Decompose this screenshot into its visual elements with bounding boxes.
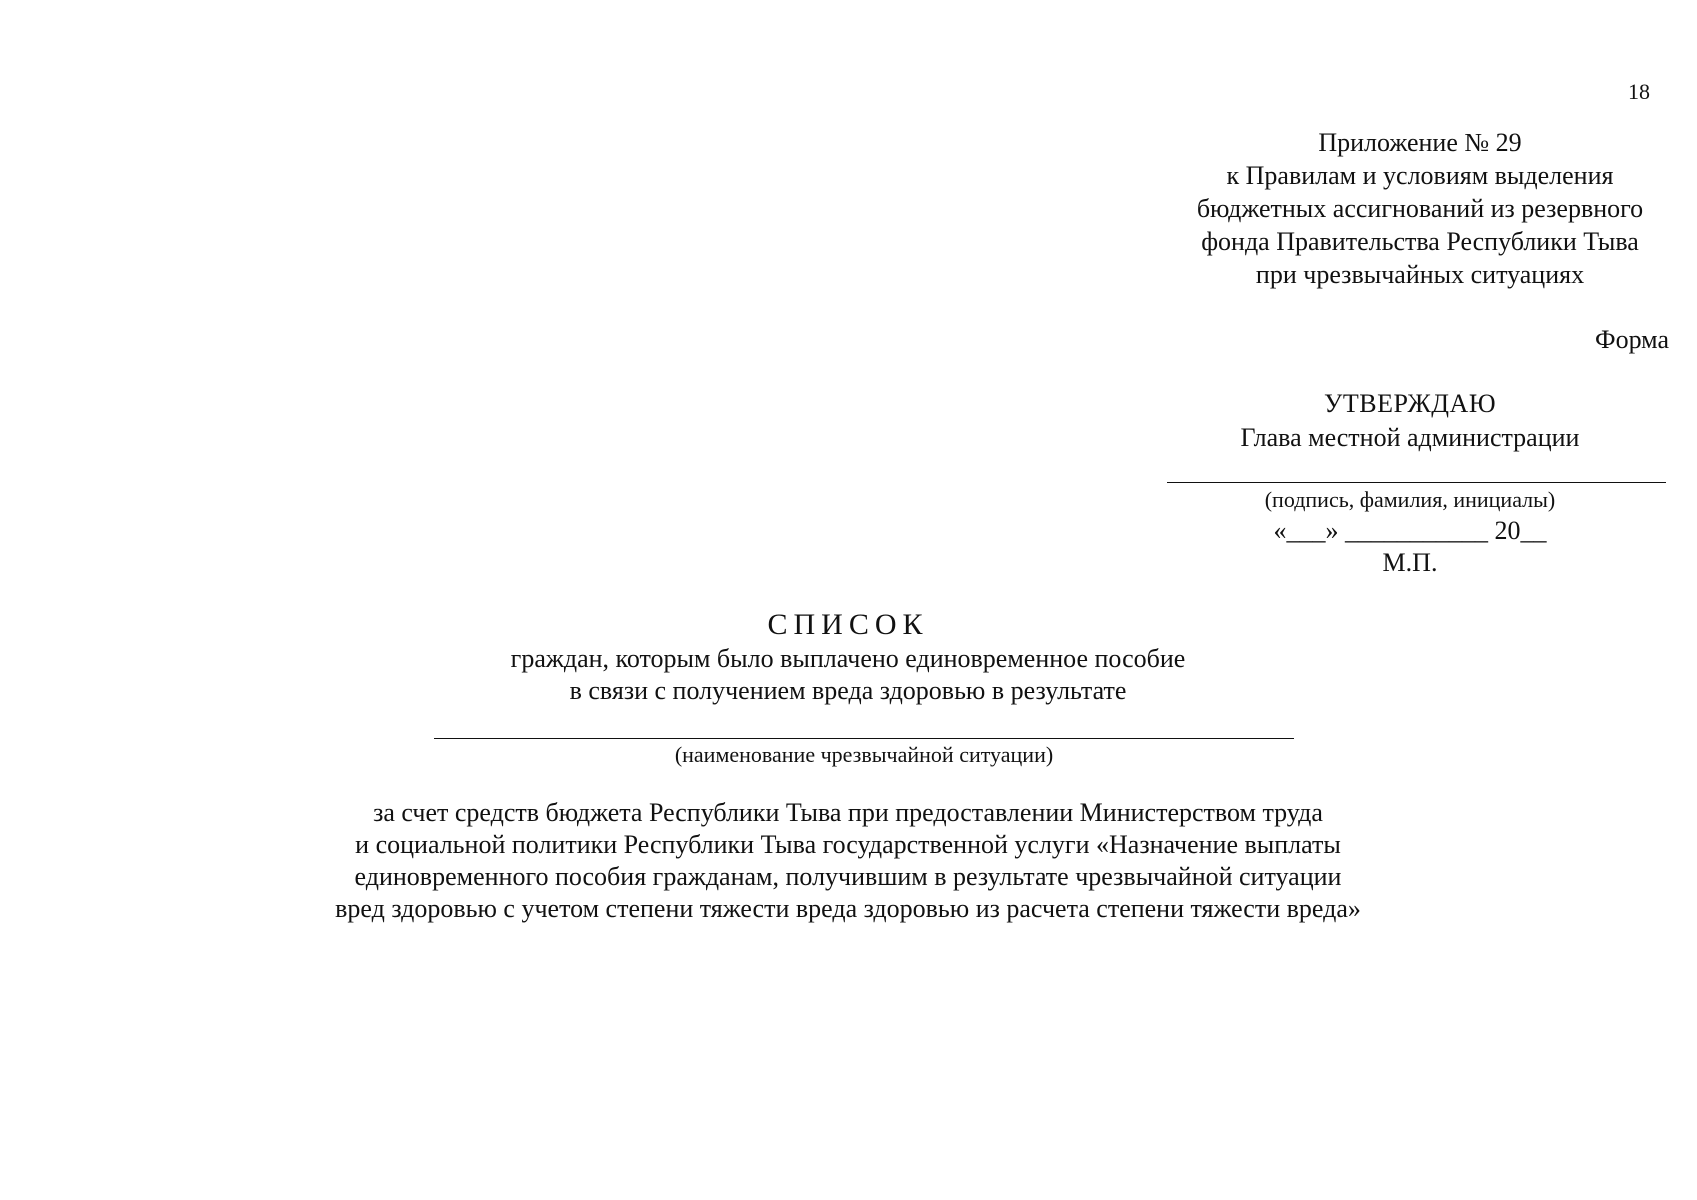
body-line: единовременного пособия гражданам, получившим в результате чрезвычайной ситуации	[354, 862, 1342, 891]
document-body	[248, 797, 1448, 925]
appendix-line: фонда Правительства Республики Тыва	[1201, 227, 1639, 256]
emergency-caption: (наименование чрезвычайной ситуации)	[674, 742, 1054, 767]
subtitle-line: в связи с получением вреда здоровью в результате	[569, 676, 1127, 705]
appendix-line: бюджетных ассигнований из резервного	[1196, 194, 1644, 223]
document-title: СПИСОК	[767, 608, 929, 641]
form-label: Форма	[1595, 325, 1669, 354]
appendix-line: Приложение № 29	[1318, 128, 1522, 157]
appendix-header	[1150, 126, 1690, 291]
approval-block	[1150, 387, 1670, 455]
document-subtitle	[398, 643, 1298, 707]
body-line: вред здоровью с учетом степени тяжести вреда здоровью из расчета степени тяжести вреда»	[335, 894, 1361, 923]
appendix-line: к Правилам и условиям выделения	[1226, 161, 1614, 190]
approval-title: УТВЕРЖДАЮ	[1323, 389, 1497, 418]
appendix-line: при чрезвычайных ситуациях	[1255, 260, 1585, 289]
approval-date-line: «___» ___________ 20__	[1273, 516, 1547, 545]
stamp-placeholder: М.П.	[1382, 548, 1438, 577]
signature-line	[1167, 482, 1666, 483]
subtitle-line: граждан, которым было выплачено единовременное пособие	[510, 644, 1186, 673]
emergency-name-line	[434, 738, 1294, 739]
page-number: 18	[1628, 79, 1650, 104]
body-line: за счет средств бюджета Республики Тыва при предоставлении Министерством труда	[373, 798, 1323, 827]
approval-position: Глава местной администрации	[1240, 423, 1580, 452]
signature-caption: (подпись, фамилия, инициалы)	[1264, 487, 1556, 512]
body-line: и социальной политики Республики Тыва государственной услуги «Назначение выплаты	[355, 830, 1341, 859]
